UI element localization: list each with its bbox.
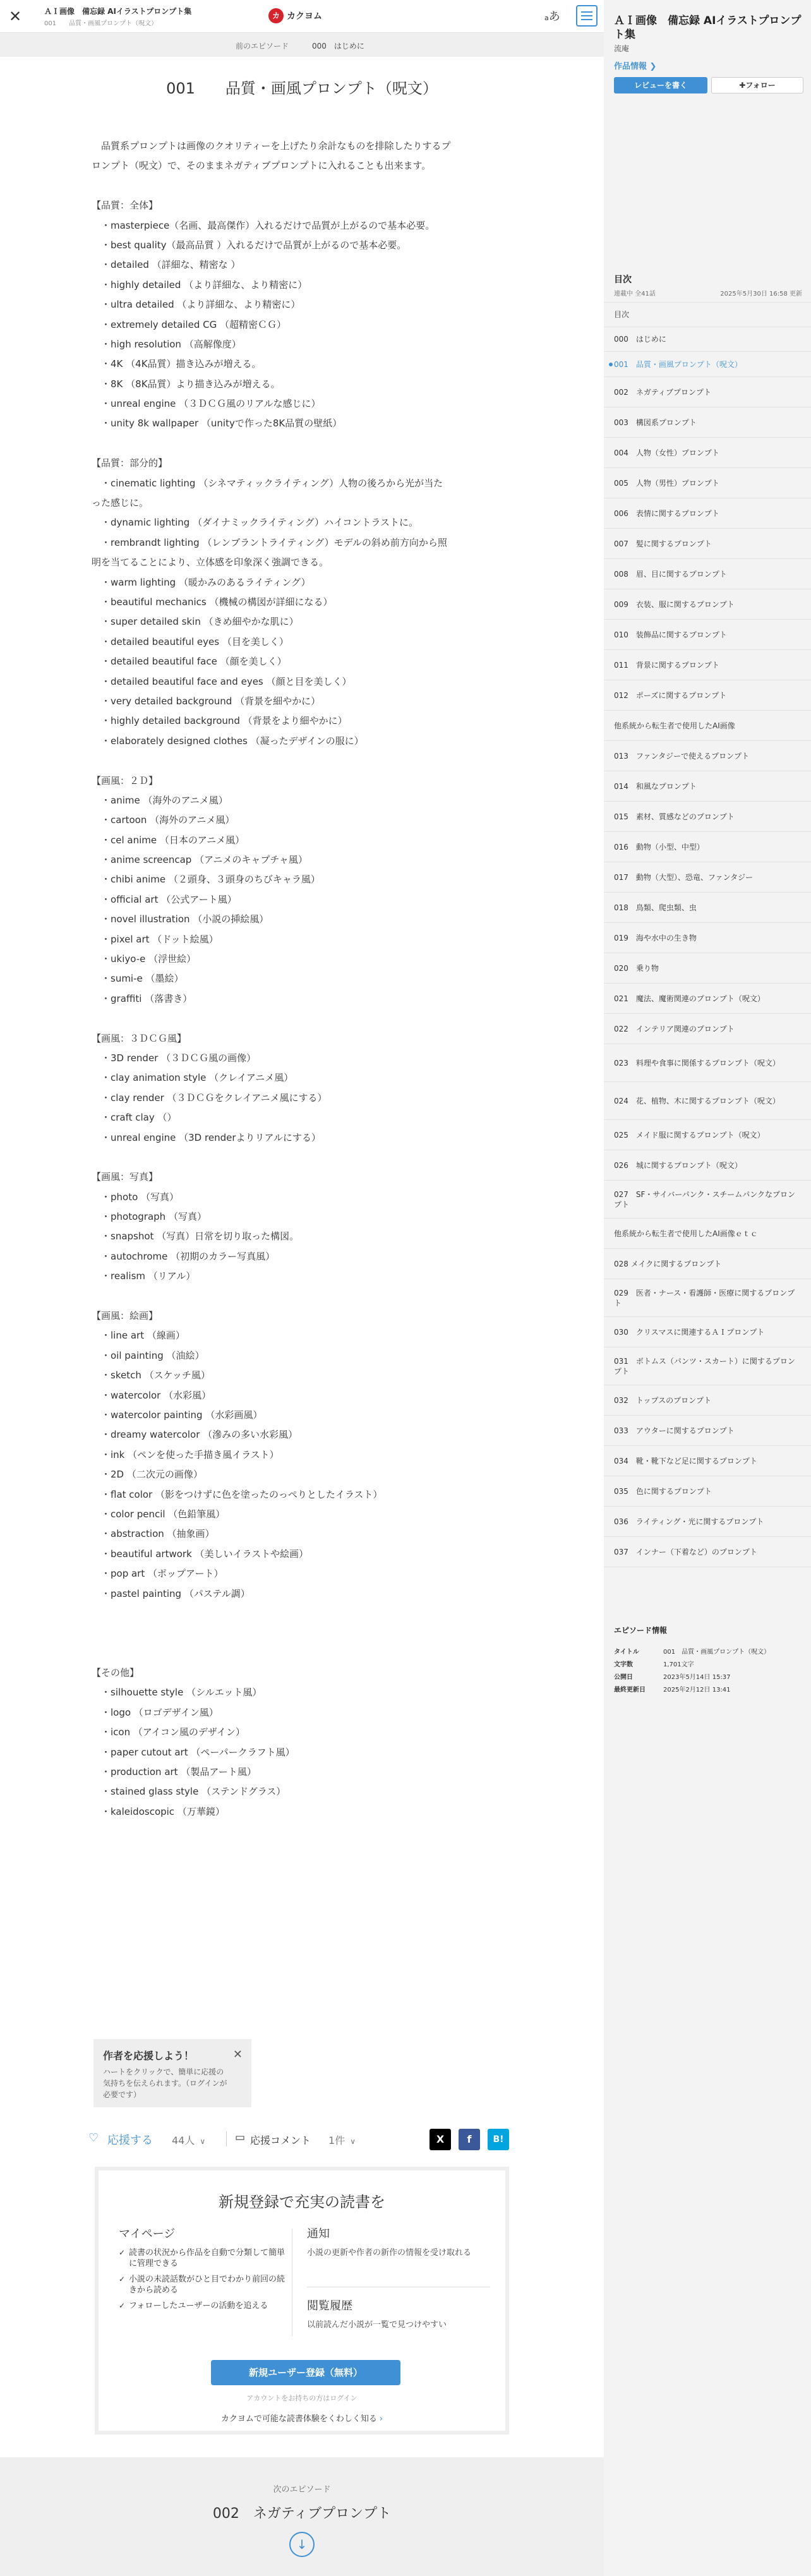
close-icon[interactable]: ✕ <box>232 2048 243 2061</box>
comment-button[interactable]: 応援コメント <box>250 2134 311 2146</box>
body-line: ・photo （写真） <box>92 1191 179 1203</box>
toc-item-label: 004 人物（女性）プロンプト <box>614 448 719 457</box>
signup-notify <box>307 2225 471 2259</box>
body-line: ・color pencil （色鉛筆風） <box>92 1508 225 1520</box>
toc-item-label: 008 眉、目に関するプロンプト <box>614 569 727 579</box>
toc-item-label: 016 動物（小型、中型） <box>614 842 704 852</box>
body-line: ・graffiti （落書き） <box>92 992 193 1004</box>
toc-item-label: 003 構図系プロンプト <box>614 418 697 427</box>
toc-item-label: 033 アウターに関するプロンプト <box>614 1426 735 1435</box>
toc-item-label: 012 ポーズに関するプロンプト <box>614 690 727 700</box>
toc-item[interactable] <box>604 953 811 984</box>
check-icon: ✓ <box>119 2248 126 2257</box>
body-line: ・craft clay （） <box>92 1112 177 1124</box>
toc-item[interactable] <box>604 1120 811 1150</box>
toc-item-label: 005 人物（男性）プロンプト <box>614 478 719 488</box>
body-line: ・sumi-e （墨絵） <box>92 973 184 985</box>
toc-item-label: 001 品質・画風プロンプト（呪文） <box>614 359 742 369</box>
mypage-heading: マイページ <box>119 2227 176 2241</box>
episode-number: 001 <box>166 80 195 97</box>
body-line: 【画風：３ＤＣＧ風】 <box>92 1032 187 1044</box>
toc-item-label: 目次 <box>614 310 630 319</box>
episode-info-value: 2023年5月14日 15:37 <box>663 1674 731 1681</box>
body-line: ・anime （海外のアニメ風） <box>92 794 228 806</box>
toc-item-label: 019 海や水中の生き物 <box>614 933 697 942</box>
body-line: ・unreal engine （３ＤＣＧ風のリアルな感じに） <box>92 398 321 410</box>
episode-info-row <box>614 1646 803 1659</box>
mypage-item-text: 小説の未読話数がひと目でわかり前回の続きから読める <box>129 2275 285 2295</box>
episode-info-row <box>614 1659 803 1671</box>
support-popup <box>93 2039 251 2107</box>
toc-item[interactable] <box>604 1347 811 1385</box>
toc-item[interactable] <box>604 1150 811 1181</box>
notify-text: 小説の更新や作者の新作の情報を受け取れる <box>307 2248 472 2258</box>
body-line: ・best quality（最高品質 ）入れるだけで品質が上がるので基本必要。 <box>92 239 407 251</box>
next-episode-label: 次のエピソード <box>273 2485 331 2495</box>
header-episode-subtitle <box>44 18 157 27</box>
toc-item-label: 020 乗り物 <box>614 963 659 973</box>
share-x-icon[interactable]: X <box>430 2129 451 2150</box>
toc-item[interactable] <box>604 1385 811 1416</box>
toc-item[interactable] <box>604 893 811 923</box>
body-line: ・detailed beautiful face and eyes （顔と目を美しく） <box>92 675 352 687</box>
body-line: ・beautiful artwork （美しいイラストや絵画） <box>92 1548 309 1560</box>
body-line: ・photograph （写真） <box>92 1211 207 1223</box>
toc-item[interactable] <box>604 832 811 862</box>
next-episode-bar <box>0 2457 604 2576</box>
episode-nav-strip <box>0 33 604 57</box>
toc-heading: 目次 <box>614 275 632 285</box>
divider <box>226 2131 227 2146</box>
toc-item-label: 036 ライティング・光に関するプロンプト <box>614 1517 764 1526</box>
work-title-header[interactable]: ＡＩ画像 備忘録 AIイラストプロンプト集 <box>44 7 192 16</box>
body-line: ・cinematic lighting （シネマティックライティング）人物の後ろから光が当た <box>92 477 443 489</box>
episode-info-heading: エピソード情報 <box>614 1626 668 1635</box>
body-line: ・warm lighting （暖かみのあるライティング） <box>92 576 311 588</box>
toc-item-label: 002 ネガティブプロンプト <box>614 387 711 397</box>
body-line: ・very detailed background （背景を細やかに） <box>92 695 321 707</box>
mypage-item-text: 読書の状況から作品を自動で分類して簡単に管理できる <box>129 2248 285 2268</box>
header-episode-title: 品質・画風プロンプト（呪文） <box>69 20 158 27</box>
heart-icon[interactable]: ♡ <box>88 2131 99 2145</box>
body-line: ・dreamy watercolor （滲みの多い水彩風） <box>92 1429 298 1441</box>
toc-item-label: 010 装飾品に関するプロンプト <box>614 630 727 639</box>
toc-item[interactable] <box>604 862 811 893</box>
learn-more-text: カクヨムで可能な読書体験をくわしく知る <box>220 2414 377 2424</box>
toc-item-label: 032 トップスのプロンプト <box>614 1395 712 1405</box>
body-line: ・line art （線画） <box>92 1330 185 1342</box>
notify-heading: 通知 <box>307 2227 330 2241</box>
support-popup-text: ハートをクリックで、簡単に応援の気持ちを伝えられます。（ログインが必要です） <box>103 2067 227 2099</box>
body-line: ・pastel painting （パステル調） <box>92 1587 250 1599</box>
toc-item-label: 034 靴・靴下など足に関するプロンプト <box>614 1456 757 1466</box>
body-line: 【その他】 <box>92 1667 140 1679</box>
body-line: ・dynamic lighting （ダイナミックライティング）ハイコントラストに。 <box>92 517 418 529</box>
episode-info-key: タイトル <box>614 1649 639 1656</box>
body-line: ・highly detailed （より詳細な、より精密に） <box>92 279 308 291</box>
check-icon: ✓ <box>119 2275 126 2284</box>
toc-item[interactable] <box>604 620 811 650</box>
toc-item[interactable] <box>604 1219 811 1249</box>
body-line: 【画風：写真】 <box>92 1171 159 1183</box>
mypage-item-text: フォローしたユーザーの活動を追える <box>129 2301 268 2311</box>
body-line: 明を当てることにより、立体感を印象深く強調できる。 <box>92 557 329 569</box>
toc-item-label: 031 ボトムス（パンツ・スカート）に関するプロンプト <box>614 1356 795 1376</box>
toc-item-label: 013 ファンタジーで使えるプロンプト <box>614 751 750 761</box>
toc-item[interactable] <box>604 1446 811 1476</box>
toc-item[interactable] <box>604 771 811 802</box>
body-line: ・super detailed skin （きめ細やかな肌に） <box>92 616 299 628</box>
chevron-down-icon: ∨ <box>350 2137 356 2146</box>
toc-item-label: 006 表情に関するプロンプト <box>614 509 719 518</box>
body-line: った感じに。 <box>92 497 149 509</box>
toc-item[interactable] <box>604 923 811 953</box>
toc-item[interactable] <box>604 984 811 1014</box>
body-line: ・cartoon （海外のアニメ風） <box>92 814 235 826</box>
toc-item-label: 021 魔法、魔術関連のプロンプト（呪文） <box>614 994 765 1003</box>
comment-icon[interactable]: ▭ <box>235 2131 246 2144</box>
font-size-large-glyph: あ <box>548 10 560 23</box>
prev-episode-num: 000 <box>312 42 327 51</box>
toc-item-label: 000 はじめに <box>614 335 666 344</box>
body-line: ・high resolution （高解像度） <box>92 338 241 350</box>
body-line: ・cel anime （日本のアニメ風） <box>92 834 245 846</box>
episode-info-row <box>614 1671 803 1684</box>
toc-item-label: 025 メイド服に関するプロンプト（呪文） <box>614 1130 765 1140</box>
body-line: ・extremely detailed CG （超精密ＣＧ） <box>92 318 286 330</box>
body-line: ・unreal engine （3D renderよりリアルにする） <box>92 1131 321 1143</box>
body-line: ・novel illustration （小説の挿絵風） <box>92 913 269 925</box>
body-line: ・oil painting （油絵） <box>92 1349 205 1361</box>
signup-mypage <box>119 2225 286 2316</box>
font-size-small-glyph: a <box>544 14 549 22</box>
toc-item-label: 他系統から転生者で使用したAI画像 <box>614 721 735 730</box>
mypage-item <box>119 2248 286 2269</box>
toc-item[interactable] <box>604 741 811 771</box>
chevron-right-icon: › <box>379 2414 383 2424</box>
toc-item[interactable] <box>604 377 811 407</box>
body-line <box>92 1644 512 1663</box>
body-line: ・production art （製品アート風） <box>92 1766 256 1778</box>
body-line: ・abstraction （抽象画） <box>92 1528 215 1540</box>
toc-list <box>604 302 811 1567</box>
body-line: ・2D （二次元の画像） <box>92 1469 203 1481</box>
toc-item-label: 029 医者・ナース・看護師・医療に関するプロンプト <box>614 1288 795 1308</box>
body-line: 【品質：部分的】 <box>92 457 168 469</box>
body-line: ・realism （リアル） <box>92 1270 196 1282</box>
comment-count-value: 1件 <box>328 2134 345 2146</box>
body-line: ・official art （公式アート風） <box>92 893 237 905</box>
body-line: ・masterpiece（名画、最高傑作）入れるだけで品質が上がるので基本必要。 <box>92 219 435 231</box>
body-line: ・clay render （３ＤＣＧをクレイアニメ風にする） <box>92 1092 327 1104</box>
toc-item[interactable] <box>604 650 811 680</box>
toc-item-label: 024 花、植物、木に関するプロンプト（呪文） <box>614 1096 780 1105</box>
body-line: ・beautiful mechanics （機械の構図が詳細になる） <box>92 596 333 608</box>
body-line <box>92 434 512 454</box>
toc-item[interactable] <box>604 1537 811 1567</box>
episode-body <box>92 136 512 1822</box>
body-line: ・detailed （詳細な、精密な ） <box>92 259 241 271</box>
toc-item-label: 030 クリスマスに関連するＡＩプロンプト <box>614 1327 765 1337</box>
toc-list-icon[interactable] <box>576 5 598 27</box>
toc-item-label: 他系統から転生者で使用したAI画像ｅｔｃ <box>614 1229 758 1238</box>
episode-actions <box>88 2126 512 2152</box>
body-line: ・pixel art （ドット絵風） <box>92 933 219 945</box>
next-episode-link[interactable] <box>0 2503 604 2522</box>
body-line: ・anime screencap （アニメのキャプチャ風） <box>92 854 308 866</box>
body-line: ・icon （アイコン風のデザイン） <box>92 1726 245 1738</box>
body-line: ・kaleidoscopic （万華鏡） <box>92 1805 225 1817</box>
toc-item[interactable] <box>604 1317 811 1347</box>
header-episode-num: 001 <box>44 20 57 27</box>
body-line: ・3D render （３ＤＣＧ風の画像） <box>92 1052 256 1064</box>
share-hatena-icon[interactable]: B! <box>488 2129 509 2150</box>
toc-item-label: 023 料理や食事に関係するプロンプト（呪文） <box>614 1058 780 1068</box>
toc-item-label: 009 衣装、服に関するプロンプト <box>614 599 735 609</box>
toc-item[interactable] <box>604 529 811 559</box>
toc-item-label: 015 素材、質感などのプロンプト <box>614 812 735 821</box>
toc-item[interactable] <box>604 559 811 589</box>
body-line: ・clay animation style （クレイアニメ風） <box>92 1072 294 1084</box>
toc-item-label: 037 インナー（下着など）のプロンプト <box>614 1547 757 1556</box>
toc-item-label: 026 城に関するプロンプト（呪文） <box>614 1160 742 1170</box>
body-line: ・autochrome （初期のカラー写真風） <box>92 1250 275 1262</box>
toc-item[interactable] <box>604 802 811 832</box>
support-popup-title: 作者を応援しよう！ <box>103 2050 195 2062</box>
support-button[interactable]: 応援する <box>107 2134 153 2147</box>
next-episode-num: 002 <box>212 2506 239 2522</box>
body-line <box>92 1009 512 1028</box>
body-line: 品質系プロンプトは画像のクオリティーを上げたり余計なものを排除したりするプ <box>92 140 451 152</box>
toc-item[interactable] <box>604 1181 811 1219</box>
learn-more-link[interactable] <box>99 2412 505 2424</box>
signup-title: 新規登録で充実の読書を <box>219 2193 385 2211</box>
episode-info <box>614 1646 803 1697</box>
toc-item-label: 007 髪に関するプロンプト <box>614 539 712 548</box>
episode-title-text: 品質・画風プロンプト（呪文） <box>225 80 438 97</box>
body-line: ・pop art （ポップアート） <box>92 1568 224 1580</box>
comment-count[interactable] <box>328 2133 356 2147</box>
toc-item[interactable] <box>604 1416 811 1446</box>
toc-updated: 2025年5月30日 16:58 更新 <box>720 291 802 298</box>
toc-item-label: 011 背景に関するプロンプト <box>614 660 719 670</box>
body-line: ・watercolor painting （水彩画風） <box>92 1409 263 1421</box>
check-icon: ✓ <box>119 2301 126 2310</box>
body-line: ・sketch （スケッチ風） <box>92 1369 210 1381</box>
signup-panel <box>95 2167 509 2435</box>
body-line: ・detailed beautiful face （顔を美しく） <box>92 656 287 668</box>
toc-item-label: 027 SF・サイバーパンク・スチームパンクなプロンプト <box>614 1189 796 1209</box>
body-line: 【画風：２Ｄ】 <box>92 774 159 786</box>
body-line: ・detailed beautiful eyes （目を美しく） <box>92 635 289 647</box>
toc-item[interactable] <box>604 1014 811 1044</box>
toc-item[interactable] <box>604 589 811 620</box>
follow-button[interactable]: ✚フォロー <box>711 77 803 93</box>
sidebar <box>604 0 811 2576</box>
body-line <box>92 1287 512 1306</box>
episode-info-value: 2025年2月12日 13:41 <box>663 1687 731 1694</box>
body-line: ロンプト（呪文）で、そのままネガティブプロンプトに入れることも出来ます。 <box>92 160 431 172</box>
signup-history <box>307 2297 471 2331</box>
body-line <box>92 1148 512 1167</box>
body-line: ・snapshot （写真）日常を切り取った構図。 <box>92 1231 299 1243</box>
episode-info-value: 1,701文字 <box>663 1661 694 1668</box>
episode-info-value: 001 品質・画風プロンプト（呪文） <box>663 1649 771 1656</box>
author-name[interactable]: 流庵 <box>614 44 630 53</box>
support-count[interactable] <box>172 2133 205 2147</box>
toc-item[interactable] <box>604 1476 811 1507</box>
mypage-item <box>119 2274 286 2296</box>
body-line: 【品質：全体】 <box>92 200 159 212</box>
body-line: ・ink （ペンを使った手描き風イラスト） <box>92 1448 279 1460</box>
toc-item[interactable] <box>604 711 811 741</box>
toc-item[interactable] <box>604 327 811 352</box>
toc-item[interactable] <box>604 352 811 377</box>
close-icon[interactable]: ✕ <box>8 8 22 25</box>
next-episode-title: ネガティブプロンプト <box>253 2506 392 2522</box>
body-line <box>92 176 512 196</box>
body-line: ・paper cutout art （ペーパークラフト風） <box>92 1746 295 1758</box>
body-line <box>92 1623 512 1643</box>
body-line: ・ultra detailed （より詳細な、より精密に） <box>92 299 301 311</box>
body-line <box>92 1604 512 1623</box>
episode-info-row <box>614 1684 803 1697</box>
toc-item-label: 017 動物（大型）、恐竜、ファンタジー <box>614 872 754 882</box>
body-line: ・8K （8K品質）より描き込みが増える。 <box>92 378 280 390</box>
episode-title <box>0 76 604 98</box>
body-line <box>92 751 512 771</box>
register-button[interactable]: 新規ユーザー登録（無料） <box>211 2360 400 2385</box>
logo-text: カクヨム <box>287 11 322 21</box>
chevron-down-icon: ∨ <box>200 2137 206 2146</box>
share-facebook-icon[interactable]: f <box>459 2129 480 2150</box>
body-line: ・elaborately designed clothes （凝ったデザインの服に） <box>92 735 364 747</box>
toc-item[interactable] <box>604 407 811 438</box>
body-line: ・stained glass style （ステンドグラス） <box>92 1786 286 1798</box>
font-size-button[interactable] <box>544 8 560 24</box>
toc-item[interactable] <box>604 1082 811 1120</box>
prev-episode-title[interactable] <box>312 40 364 51</box>
body-line: ・4K （4K品質）描き込みが増える。 <box>92 358 261 370</box>
history-text: 以前読んだ小説が一覧で見つけやすい <box>307 2320 447 2330</box>
support-count-value: 44人 <box>172 2134 195 2146</box>
toc-item-label: 018 鳥類、爬虫類、虫 <box>614 903 697 912</box>
toc-status: 連載中 全41話 <box>614 291 656 298</box>
body-line: ・flat color （影をつけずに色を塗ったのっぺりとしたイラスト） <box>92 1488 383 1500</box>
body-line: ・rembrandt lighting （レンブラントライティング）モデルの斜め前方向から照 <box>92 536 447 548</box>
toc-item[interactable] <box>604 468 811 498</box>
work-info-link[interactable]: 作品情報 ❯ <box>614 62 657 71</box>
toc-item[interactable] <box>604 680 811 711</box>
toc-item-label: 035 色に関するプロンプト <box>614 1486 712 1496</box>
arrow-down-icon[interactable]: ↓ <box>289 2532 315 2557</box>
logo-mark-icon: カ <box>268 8 284 23</box>
body-line: 【画風：絵画】 <box>92 1310 159 1322</box>
body-line: ・highly detailed background （背景をより細やかに） <box>92 715 347 727</box>
toc-item[interactable] <box>604 1249 811 1279</box>
toc-item[interactable] <box>604 438 811 468</box>
toc-item-label: 028 メイクに関するプロンプト <box>614 1259 722 1268</box>
body-line: ・unity 8k wallpaper （unityで作った8K品質の壁紙） <box>92 418 342 430</box>
toc-item-label: 022 インテリア関連のプロンプト <box>614 1024 735 1033</box>
episode-info-key: 公開日 <box>614 1674 633 1681</box>
episode-info-key: 文字数 <box>614 1661 633 1668</box>
toc-item[interactable] <box>604 1507 811 1537</box>
history-heading: 閲覧履歴 <box>307 2299 352 2313</box>
sidebar-work-title[interactable]: ＡＩ画像 備忘録 AIイラストプロンプト集 <box>614 15 802 41</box>
body-line: ・chibi anime （２頭身、３頭身のちびキャラ風） <box>92 874 320 886</box>
reader-header <box>0 0 604 33</box>
toc-item-label: 014 和風なプロンプト <box>614 781 697 791</box>
mypage-item <box>119 2301 286 2311</box>
body-line: ・logo （ロゴデザイン風） <box>92 1706 219 1718</box>
toc-item[interactable] <box>604 1279 811 1317</box>
prev-episode-name: はじめに <box>333 42 364 51</box>
toc-item[interactable] <box>604 1044 811 1082</box>
write-review-button[interactable]: レビューを書く <box>614 77 707 93</box>
prev-episode-link[interactable]: 前のエピソード <box>236 42 289 51</box>
body-line: ・watercolor （水彩風） <box>92 1389 212 1401</box>
login-link[interactable]: アカウントをお持ちの方はログイン <box>246 2394 357 2402</box>
kakuyomu-logo[interactable] <box>268 8 322 24</box>
toc-item[interactable] <box>604 303 811 327</box>
episode-info-key: 最終更新日 <box>614 1687 646 1694</box>
toc-item[interactable] <box>604 498 811 529</box>
body-line: ・ukiyo-e （浮世絵） <box>92 953 196 965</box>
current-dot-icon <box>609 363 613 366</box>
body-line: ・silhouette style （シルエット風） <box>92 1687 262 1699</box>
